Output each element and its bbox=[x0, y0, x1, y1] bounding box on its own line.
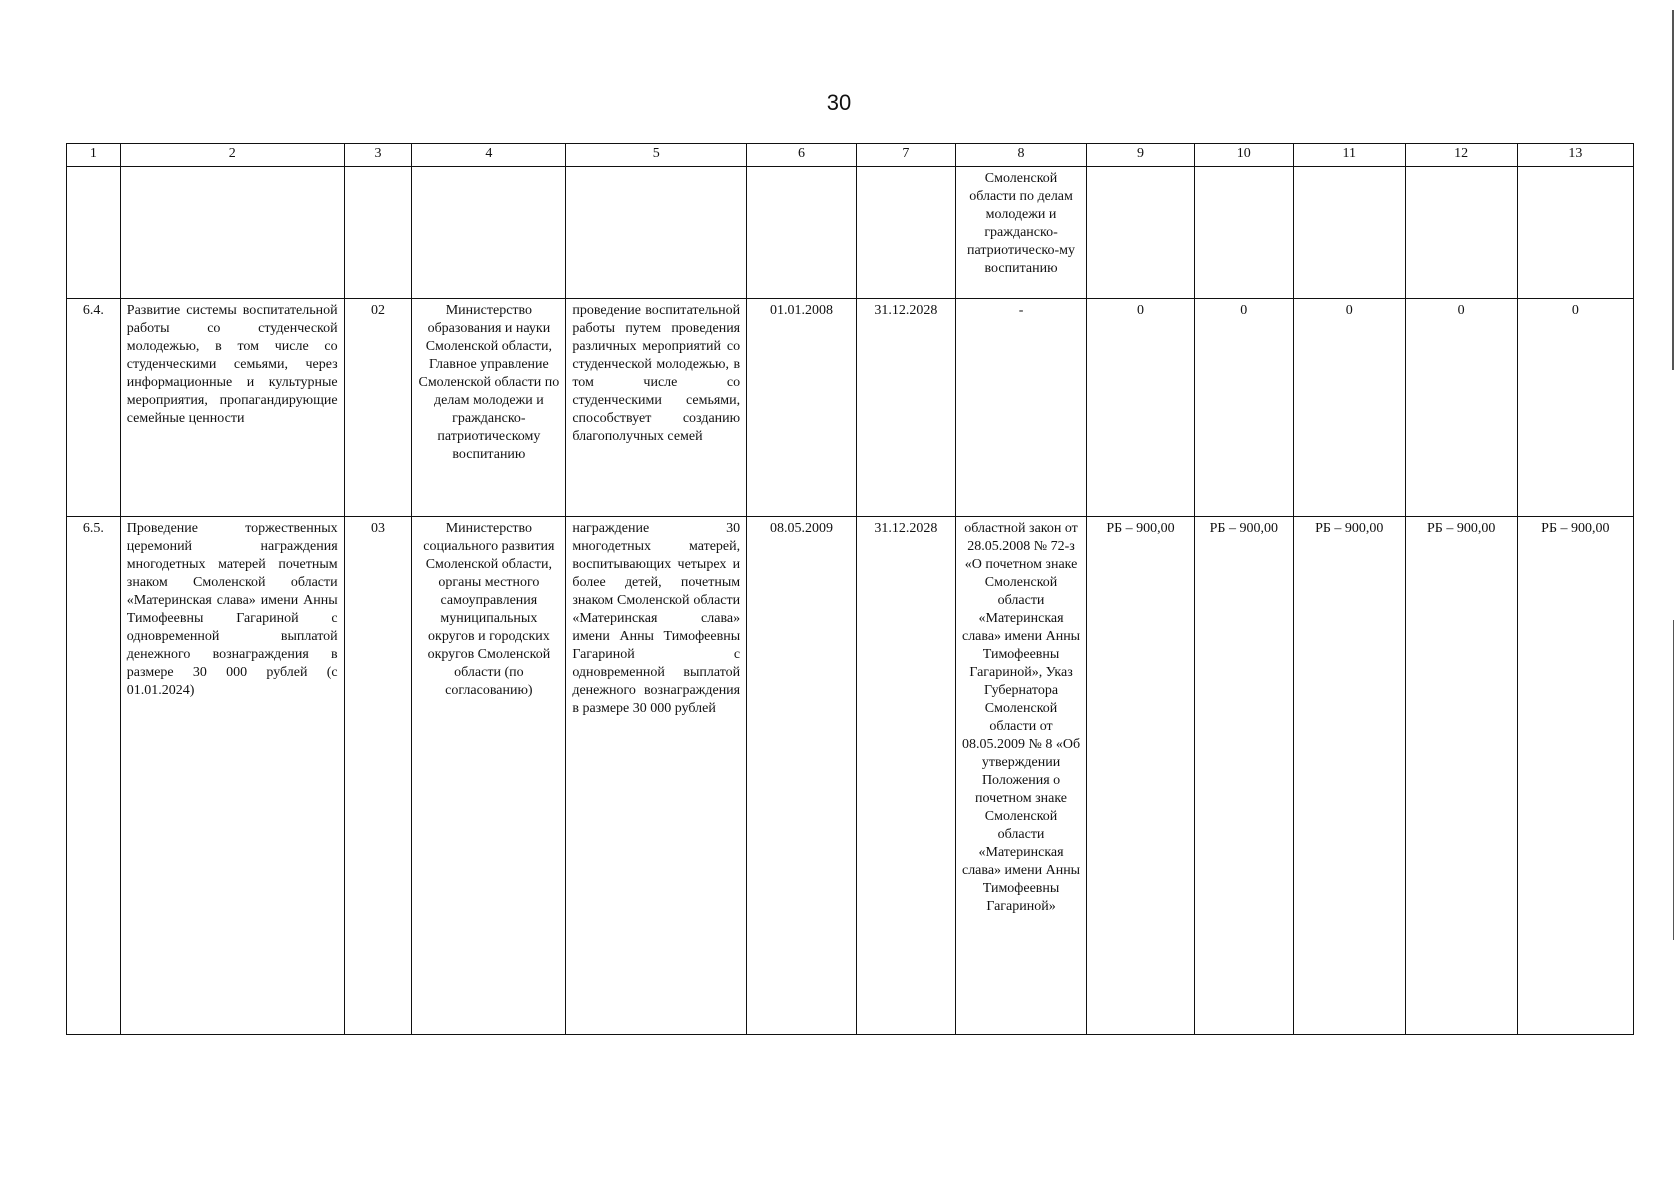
col-header-3: 3 bbox=[344, 144, 412, 167]
table-cell bbox=[1293, 167, 1405, 299]
col-header-11: 11 bbox=[1293, 144, 1405, 167]
table-cell bbox=[1517, 167, 1633, 299]
table-cell bbox=[856, 167, 955, 299]
col-header-8: 8 bbox=[955, 144, 1086, 167]
table-cell bbox=[120, 167, 344, 299]
table-row bbox=[67, 517, 1634, 1035]
code-cell: 02 bbox=[344, 299, 412, 517]
col-header-10: 10 bbox=[1194, 144, 1293, 167]
result-cell: проведение воспитательной работы путем проведения различных мероприятий со студенческой молодежью, в том числе со студенческими семьями, способствует созданию благополучных семей bbox=[566, 299, 747, 517]
basis-cell: Смоленской области по делам молодежи и гражданско-патриотическо-му воспитанию bbox=[955, 167, 1086, 299]
row-number: 6.4. bbox=[67, 299, 121, 517]
executor-cell: Министерство социального развития Смоленской области, органы местного самоуправления муниципальных округов и городских округов Смоленской области (по согласованию) bbox=[412, 517, 566, 1035]
value-cell: РБ – 900,00 bbox=[1405, 517, 1517, 1035]
scan-edge-mark bbox=[1672, 10, 1674, 370]
table-cell bbox=[412, 167, 566, 299]
start-date: 08.05.2009 bbox=[747, 517, 857, 1035]
table-cell bbox=[67, 167, 121, 299]
col-header-5: 5 bbox=[566, 144, 747, 167]
value-cell: 0 bbox=[1194, 299, 1293, 517]
value-cell: РБ – 900,00 bbox=[1087, 517, 1195, 1035]
col-header-1: 1 bbox=[67, 144, 121, 167]
table-cell bbox=[1405, 167, 1517, 299]
start-date: 01.01.2008 bbox=[747, 299, 857, 517]
table-cell bbox=[747, 167, 857, 299]
table-cell bbox=[344, 167, 412, 299]
result-cell: награждение 30 многодетных матерей, воспитывающих четырех и более детей, почетным знаком Смоленской области «Материнская слава» имени Анны Тимофеевны Гагариной с одновременной выплатой денежного вознаграждения в размере 30 000 рублей bbox=[566, 517, 747, 1035]
end-date: 31.12.2028 bbox=[856, 517, 955, 1035]
basis-cell: - bbox=[955, 299, 1086, 517]
col-header-9: 9 bbox=[1087, 144, 1195, 167]
col-header-7: 7 bbox=[856, 144, 955, 167]
basis-cell: областной закон от 28.05.2008 № 72-з «О почетном знаке Смоленской области «Материнская слава» имени Анны Тимофеевны Гагариной», Указ Губернатора Смоленской области от 08.05.2009 № 8 «Об утверждении Положения о почетном знаке Смоленской области «Материнская слава» имени Анны Тимофеевны Гагариной» bbox=[955, 517, 1086, 1035]
value-cell: 0 bbox=[1405, 299, 1517, 517]
value-cell: РБ – 900,00 bbox=[1517, 517, 1633, 1035]
value-cell: РБ – 900,00 bbox=[1293, 517, 1405, 1035]
table-cell bbox=[566, 167, 747, 299]
col-header-2: 2 bbox=[120, 144, 344, 167]
value-cell: 0 bbox=[1517, 299, 1633, 517]
value-cell: 0 bbox=[1087, 299, 1195, 517]
end-date: 31.12.2028 bbox=[856, 299, 955, 517]
value-cell: РБ – 900,00 bbox=[1194, 517, 1293, 1035]
col-header-4: 4 bbox=[412, 144, 566, 167]
col-header-12: 12 bbox=[1405, 144, 1517, 167]
executor-cell: Министерство образования и науки Смоленской области, Главное управление Смоленской области по делам молодежи и гражданско-патриотическому воспитанию bbox=[412, 299, 566, 517]
program-table bbox=[66, 143, 1634, 1035]
row-number: 6.5. bbox=[67, 517, 121, 1035]
scan-edge-mark bbox=[1673, 620, 1674, 940]
code-cell: 03 bbox=[344, 517, 412, 1035]
event-name: Проведение торжественных церемоний награждения многодетных матерей почетным знаком Смоленской области «Материнская слава» имени Анны Тимофеевны Гагариной с одновременной выплатой денежного вознаграждения в размере 30 000 рублей (с 01.01.2024) bbox=[120, 517, 344, 1035]
col-header-6: 6 bbox=[747, 144, 857, 167]
header-row bbox=[67, 144, 1634, 167]
table-row bbox=[67, 299, 1634, 517]
value-cell: 0 bbox=[1293, 299, 1405, 517]
col-header-13: 13 bbox=[1517, 144, 1633, 167]
table-cell bbox=[1087, 167, 1195, 299]
table-cell bbox=[1194, 167, 1293, 299]
event-name: Развитие системы воспитательной работы со студенческой молодежью, в том числе со студенческими семьями, через информационные и культурные мероприятия, пропагандирующие семейные ценности bbox=[120, 299, 344, 517]
table-row-continuation bbox=[67, 167, 1634, 299]
page-number: 30 bbox=[826, 90, 852, 115]
